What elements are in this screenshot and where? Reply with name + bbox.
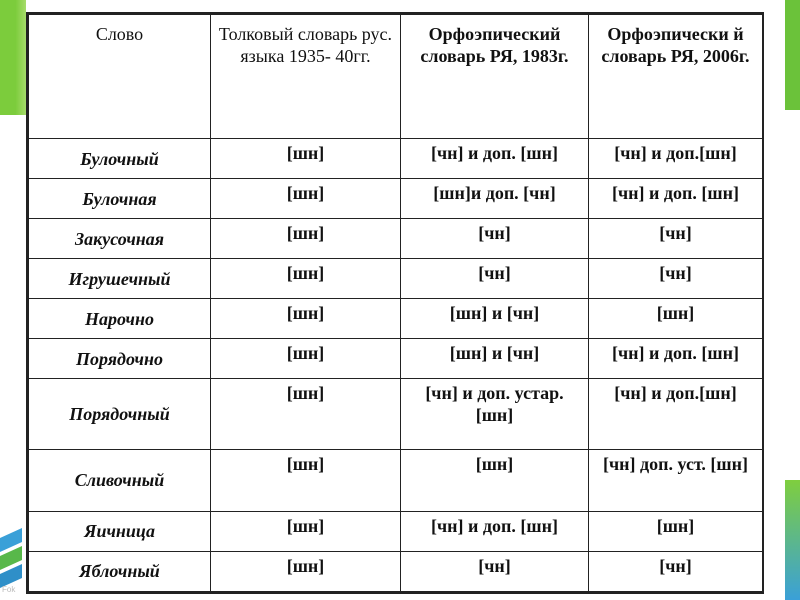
word-cell: Яблочный [29, 551, 211, 591]
word-cell: Булочный [29, 139, 211, 179]
table-header-row [29, 15, 763, 139]
table-row [29, 179, 763, 219]
corner-decoration-icon [0, 520, 26, 590]
dict-2006-cell: [шн] [589, 299, 763, 339]
dict-1935-cell: [шн] [211, 551, 401, 591]
dict-1983-cell: [шн] и [чн] [401, 299, 589, 339]
footer-watermark-text: Fok [2, 585, 16, 594]
pronunciation-table [28, 14, 763, 592]
dict-1983-cell: [шн] [401, 449, 589, 511]
table-row [29, 339, 763, 379]
word-cell: Закусочная [29, 219, 211, 259]
table-row [29, 299, 763, 339]
table-row [29, 551, 763, 591]
dict-1935-cell: [шн] [211, 139, 401, 179]
word-cell: Булочная [29, 179, 211, 219]
dict-1983-cell: [чн] [401, 259, 589, 299]
table-row [29, 379, 763, 449]
table-row [29, 259, 763, 299]
dict-1935-cell: [шн] [211, 511, 401, 551]
dict-2006-cell: [чн] доп. уст. [шн] [589, 449, 763, 511]
dict-1983-cell: [чн] и доп. [шн] [401, 511, 589, 551]
dict-1935-cell: [шн] [211, 339, 401, 379]
dict-1983-cell: [шн]и доп. [чн] [401, 179, 589, 219]
table-row [29, 219, 763, 259]
right-green-stripe [785, 0, 800, 110]
header-dict-1983: Орфоэпический словарь РЯ, 1983г. [401, 15, 589, 139]
right-gradient-stripe [785, 480, 800, 600]
dict-1983-cell: [чн] [401, 219, 589, 259]
word-cell: Игрушечный [29, 259, 211, 299]
dict-1935-cell: [шн] [211, 179, 401, 219]
header-dict-2006: Орфоэпически й словарь РЯ, 2006г. [589, 15, 763, 139]
word-cell: Нарочно [29, 299, 211, 339]
dict-2006-cell: [чн] [589, 219, 763, 259]
header-dict-1935: Толковый словарь рус. языка 1935- 40гг. [211, 15, 401, 139]
dict-1935-cell: [шн] [211, 219, 401, 259]
dict-1935-cell: [шн] [211, 379, 401, 449]
left-green-stripe [0, 0, 26, 115]
dict-1935-cell: [шн] [211, 449, 401, 511]
word-cell: Порядочно [29, 339, 211, 379]
dict-1983-cell: [чн] и доп. устар. [шн] [401, 379, 589, 449]
dict-2006-cell: [чн] и доп. [шн] [589, 339, 763, 379]
dict-1935-cell: [шн] [211, 299, 401, 339]
word-cell: Яичница [29, 511, 211, 551]
table-row [29, 511, 763, 551]
header-word: Слово [29, 15, 211, 139]
dict-1983-cell: [чн] и доп. [шн] [401, 139, 589, 179]
dict-2006-cell: [чн] и доп.[шн] [589, 139, 763, 179]
dict-2006-cell: [чн] и доп.[шн] [589, 379, 763, 449]
dict-2006-cell: [шн] [589, 511, 763, 551]
dict-2006-cell: [чн] [589, 259, 763, 299]
dict-2006-cell: [чн] [589, 551, 763, 591]
table-row [29, 449, 763, 511]
dict-1935-cell: [шн] [211, 259, 401, 299]
dict-1983-cell: [чн] [401, 551, 589, 591]
pronunciation-table-sheet [26, 12, 764, 594]
table-row [29, 139, 763, 179]
word-cell: Порядочный [29, 379, 211, 449]
dict-1983-cell: [шн] и [чн] [401, 339, 589, 379]
dict-2006-cell: [чн] и доп. [шн] [589, 179, 763, 219]
word-cell: Сливочный [29, 449, 211, 511]
